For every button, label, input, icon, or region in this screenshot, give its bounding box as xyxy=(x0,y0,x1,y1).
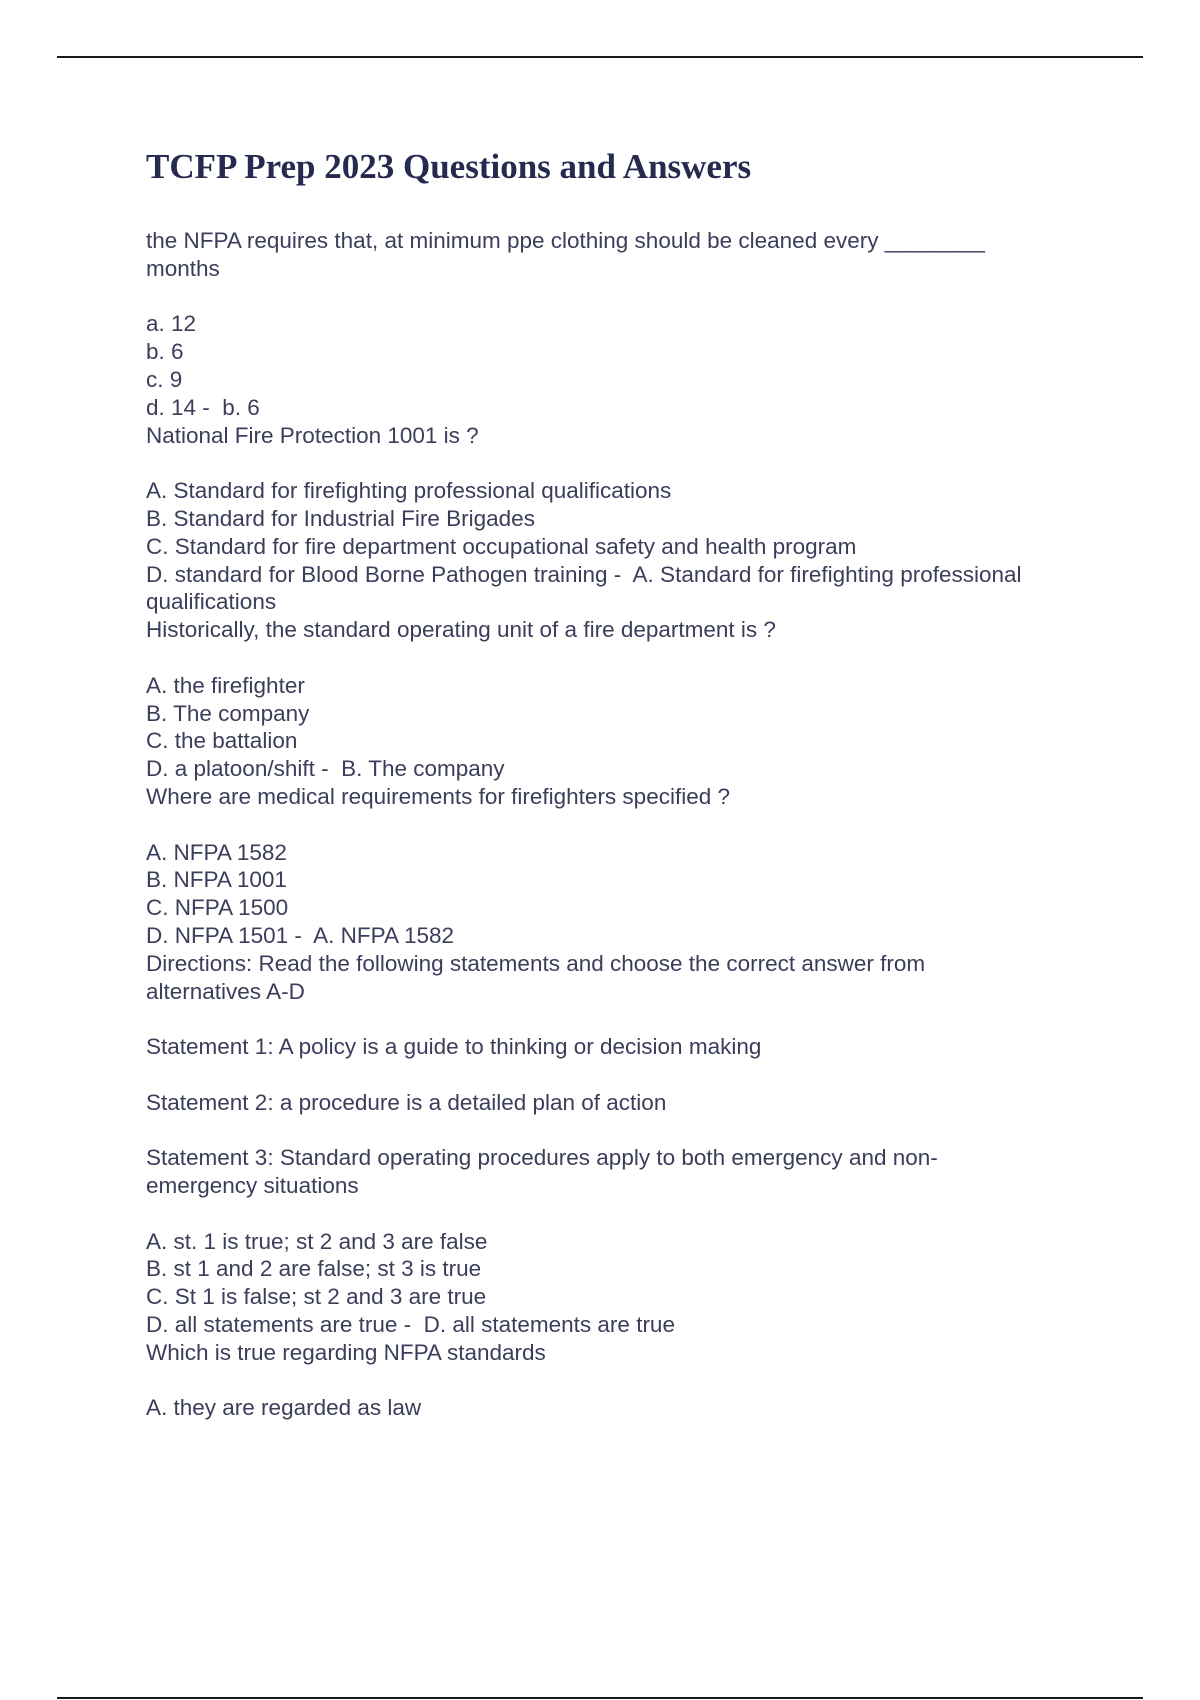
text-line: C. Standard for fire department occupational safety and health program xyxy=(146,533,857,559)
text-line: c. 9 xyxy=(146,366,183,392)
text-line: alternatives A-D xyxy=(146,978,305,1004)
page-title: TCFP Prep 2023 Questions and Answers xyxy=(146,147,752,186)
blank-line xyxy=(146,1367,1106,1395)
text-line: emergency situations xyxy=(146,1173,359,1199)
text-line: A. the firefighter xyxy=(146,672,305,698)
text-line: Which is true regarding NFPA standards xyxy=(146,1339,546,1365)
blank-line xyxy=(146,449,1106,477)
text-line: D. NFPA 1501 - A. NFPA 1582 xyxy=(146,922,455,948)
text-line: D. a platoon/shift - B. The company xyxy=(146,756,505,782)
text-line: the NFPA requires that, at minimum ppe clothing should be cleaned every ________ xyxy=(146,228,985,253)
text-line: B. Standard for Industrial Fire Brigades xyxy=(146,505,535,531)
text-line: A. NFPA 1582 xyxy=(146,839,287,865)
text-line: Statement 2: a procedure is a detailed plan of action xyxy=(146,1089,667,1115)
text-line: C. St 1 is false; st 2 and 3 are true xyxy=(146,1284,487,1310)
text-line: B. The company xyxy=(146,700,310,726)
text-line: d. 14 - b. 6 xyxy=(146,394,260,420)
top-rule xyxy=(57,56,1143,58)
text-line: Historically, the standard operating unit of a fire department is ? xyxy=(146,617,776,643)
text-line: B. st 1 and 2 are false; st 3 is true xyxy=(146,1256,482,1282)
text-line: qualifications xyxy=(146,589,277,615)
blank-line xyxy=(146,1005,1106,1033)
text-line: Statement 1: A policy is a guide to thinking or decision making xyxy=(146,1034,762,1060)
text-line: B. NFPA 1001 xyxy=(146,867,287,893)
blank-line xyxy=(146,811,1106,839)
text-line: b. 6 xyxy=(146,339,184,365)
text-line: Directions: Read the following statements and choose the correct answer from xyxy=(146,950,926,976)
text-line: a. 12 xyxy=(146,311,197,337)
blank-line xyxy=(146,644,1106,672)
text-line: D. all statements are true - D. all statements are true xyxy=(146,1312,675,1338)
text-line: months xyxy=(146,255,220,281)
text-line: National Fire Protection 1001 is ? xyxy=(146,422,479,448)
text-line: C. the battalion xyxy=(146,728,298,754)
text-line: A. st. 1 is true; st 2 and 3 are false xyxy=(146,1228,488,1254)
bottom-rule xyxy=(57,1697,1143,1699)
blank-line xyxy=(146,1061,1106,1089)
text-line: D. standard for Blood Borne Pathogen training - A. Standard for firefighting professional xyxy=(146,561,1022,587)
blank-line xyxy=(146,1200,1106,1228)
text-line: A. Standard for firefighting professional qualifications xyxy=(146,478,672,504)
text-line: Where are medical requirements for firefighters specified ? xyxy=(146,783,731,809)
text-line: C. NFPA 1500 xyxy=(146,895,289,921)
blank-line xyxy=(146,1117,1106,1145)
blank-line xyxy=(146,283,1106,311)
text-line: A. they are regarded as law xyxy=(146,1395,422,1421)
text-line: Statement 3: Standard operating procedures apply to both emergency and non- xyxy=(146,1145,938,1171)
document-body xyxy=(146,227,1106,1422)
